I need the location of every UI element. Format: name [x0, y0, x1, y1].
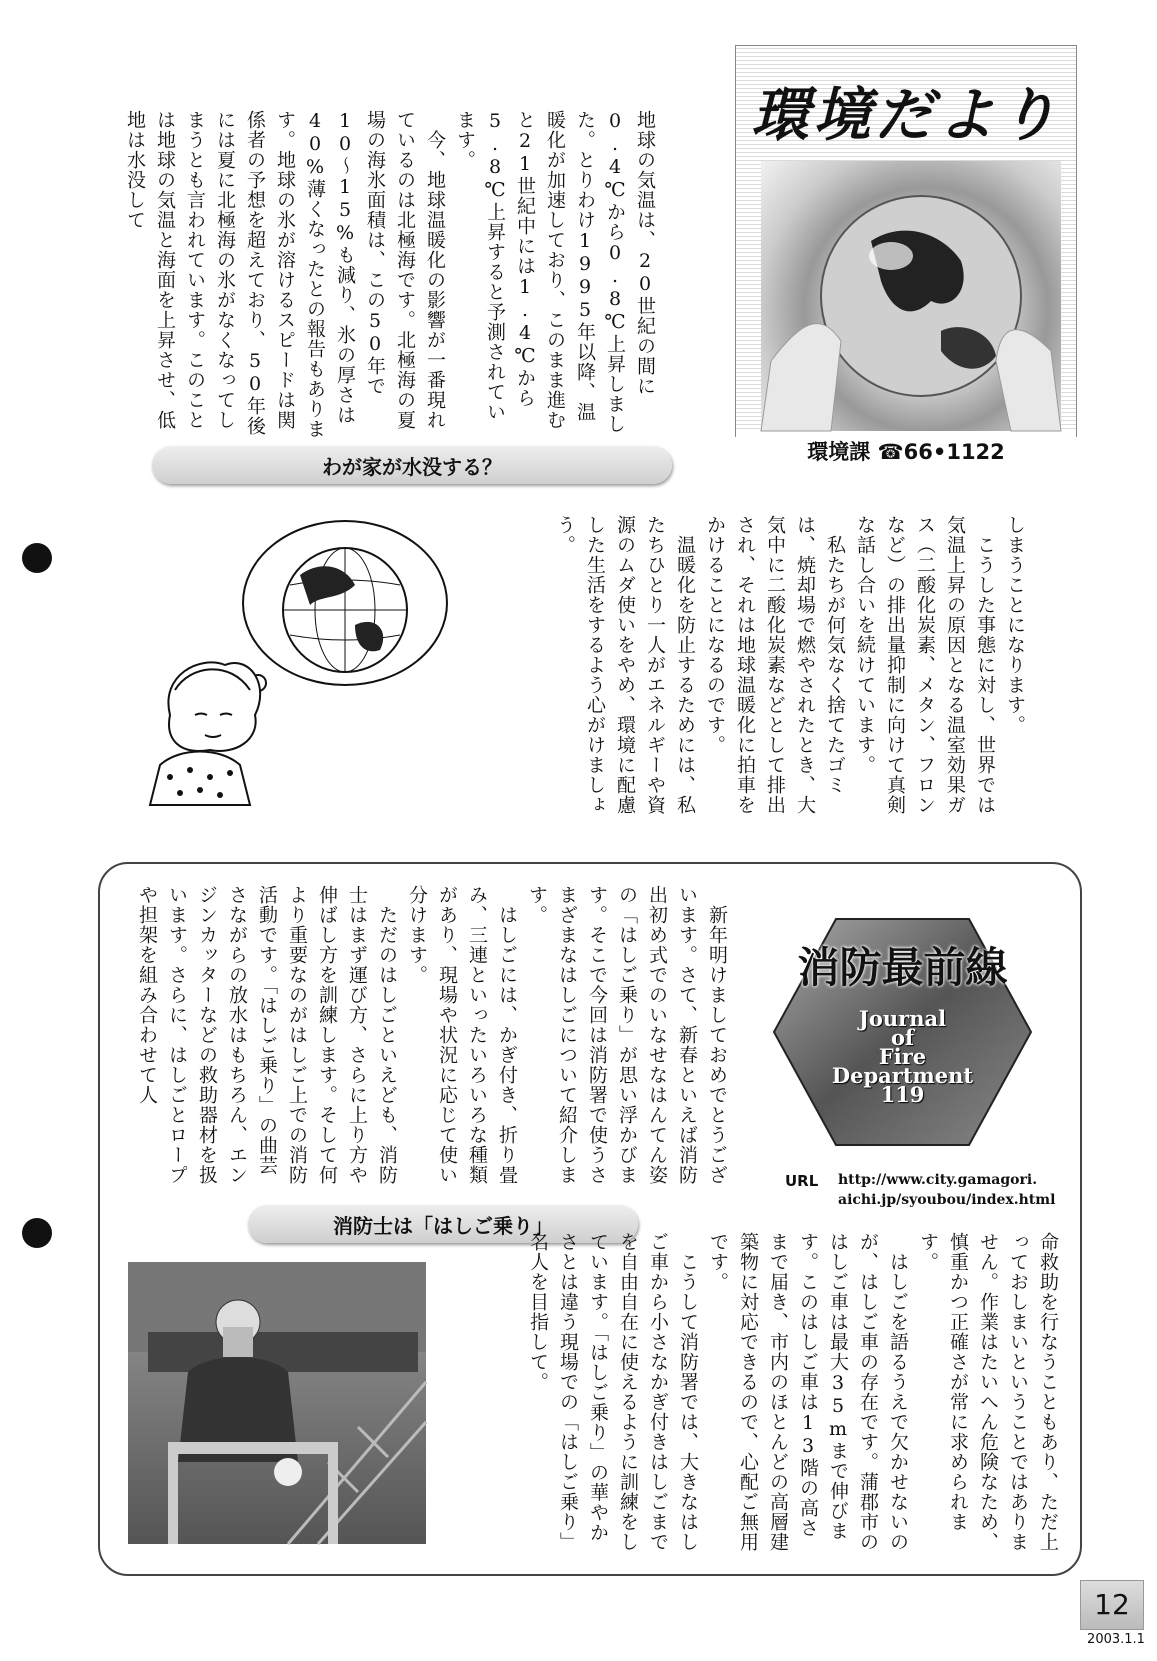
env-article-column-2: しまうことになります。 こうした事態に対し、世界では気温上昇の原因となる温室効果ガス（二酸化炭素、メタン、フロンなど）の排出量抑制に向けて真剣な話し合いを続けています。 私たちが何気なく捨てたゴミは、焼却場で燃やされたとき、大気中に二酸化炭素などとして排出され、それは地球温暖化に拍車をかけることになるのです。 温暖化を防止するためには、私たちひとり一人がエネルギーや資源のムダ使いをやめ、環境に配慮した生活をするよう心がけましょう。 — [554, 515, 1026, 815]
firefighter-ladder-photo — [128, 1262, 426, 1544]
fire-logo-sub-line: Department — [831, 1063, 974, 1088]
fire-logo-sub-line: 119 — [880, 1082, 925, 1107]
punch-hole-top — [22, 543, 52, 573]
fire-logo — [770, 915, 1035, 1150]
page-number: 12 — [1080, 1580, 1144, 1630]
fire-article-column-2: 命救助を行なうこともあり、ただ上っておしまいということではありません。作業はたいへん危険なため、慎重かつ正確さが常に求められます。 はしごを語るうえで欠かせないのが、はしご車の存在です。蒲郡市のはしご車は最大35mまで伸びます。このはしご車は13階の高さまで届き、市内のほとんどの高層建築物に対応できるので、心配ご無用です。 こうして消防署では、大きなはしご車から小さなかぎ付きはしごまでを自由自在に使えるように訓練をしています。「はしご乗り」の華やかさとは違う現場での「はしご乗り」名人を目指して。 — [527, 1232, 1059, 1552]
env-section-heading: わが家が水没する？ — [152, 446, 672, 484]
fire-logo-sub-line: of — [890, 1025, 915, 1050]
fire-url-line-1[interactable]: http://www.city.gamagori. — [838, 1172, 1038, 1188]
env-article-column-1: 地球の気温は、20世紀の間に0.4℃から0.8℃上昇しました。とりわけ1995年以降、温暖化が加速しており、このまま進むと21世紀中には1.4℃から5.8℃上昇すると予測されています。 今、地球温暖化の影響が一番現れているのは北極海です。北極海の夏場の海氷面積は、この50年で10〜15%も減り、氷の厚さは40%薄くなったとの報告もあります。地球の氷が溶けるスピードは関係者の予想を超えており、50年後には夏に北極海の氷がなくなってしまうとも言われています。このことは地球の気温と海面を上昇させ、低地は水没して — [124, 110, 656, 439]
punch-hole-bottom — [22, 1218, 52, 1248]
fire-logo-title: 消防最前線 — [797, 943, 1008, 992]
fire-logo-subtitle — [770, 1006, 1035, 1107]
env-title: 環境だより — [750, 81, 1061, 149]
fire-logo-sub-line: Journal — [858, 1006, 947, 1031]
fire-url-label: URL — [785, 1172, 819, 1190]
env-header-box — [735, 45, 1077, 464]
fire-url-line-2[interactable]: aichi.jp/syoubou/index.html — [838, 1192, 1056, 1208]
girl-globe-illustration — [140, 515, 460, 805]
globe-hands-photo — [761, 161, 1061, 431]
fire-article-column-1: 新年明けましておめでとうございます。さて、新春といえば消防出初め式でのいなせなはんてん姿の「はしご乗り」が思い浮かびます。そこで今回は消防署で使うさまざまなはしごについて紹介します。 はしごには、かぎ付き、折り畳み、三連といったいろいろな種類があり、現場や状況に応じて使い分けます。 ただのはしごといえども、消防士はまず運び方、さらに上り方や伸ばし方を訓練します。そして何より重要なのがはしご上での消防活動です。「はしご乗り」の曲芸さながらの放水はもちろん、エンジンカッターなどの救助器材を扱います。さらに、はしごとロープや担架を組み合わせて人 — [136, 885, 728, 1185]
issue-date: 2003.1.1 — [1087, 1632, 1145, 1647]
fire-logo-sub-line: Fire — [878, 1044, 927, 1069]
fire-section-heading: 消防士は「はしご乗り」 — [248, 1205, 638, 1243]
env-contact: 環境課 ☎66•1122 — [736, 432, 1076, 472]
